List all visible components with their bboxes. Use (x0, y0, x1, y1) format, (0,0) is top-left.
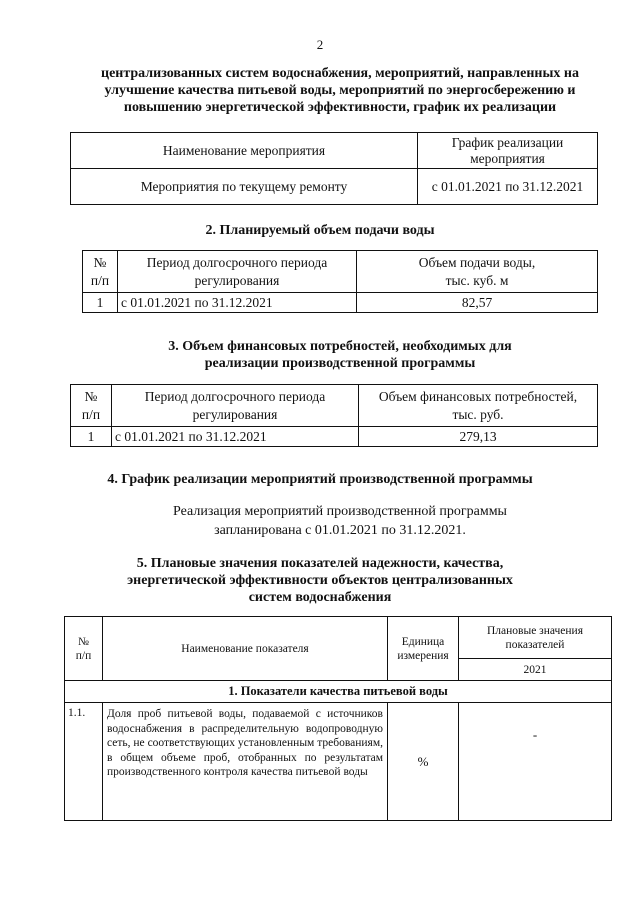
header-year: 2021 (459, 659, 612, 681)
row-num: 1 (83, 293, 118, 313)
measure-schedule: с 01.01.2021 по 31.12.2021 (418, 169, 598, 205)
row-period: с 01.01.2021 по 31.12.2021 (112, 427, 359, 447)
header-volume: Объем подачи воды, тыс. куб. м (357, 251, 598, 293)
table-header-row (71, 385, 598, 427)
intro-line: централизованных систем водоснабжения, мероприятий, направленных на (101, 66, 579, 81)
header-num: № п/п (65, 617, 103, 681)
header-period: Период долгосрочного периода регулирования (118, 251, 357, 293)
table-row (65, 703, 612, 821)
group-title: 1. Показатели качества питьевой воды (65, 681, 612, 703)
row-period: с 01.01.2021 по 31.12.2021 (118, 293, 357, 313)
table-group-row (65, 681, 612, 703)
row-plan-value: - (459, 703, 612, 821)
section4-text: Реализация мероприятий производственной программы запланирована с 01.01.2021 по 31.12.2021. (173, 504, 507, 538)
table-header-row (71, 133, 598, 169)
row-num: 1 (71, 427, 112, 447)
water-volume-table (82, 250, 598, 313)
section3-title: 3. Объем финансовых потребностей, необходимых для реализации производственной программы (168, 339, 512, 371)
header-period: Период долгосрочного периода регулирования (112, 385, 359, 427)
table-row (71, 427, 598, 447)
header-schedule: График реализации мероприятия (418, 133, 598, 169)
row-num: 1.1. (65, 703, 103, 821)
intro-heading (40, 65, 640, 116)
measures-table (70, 132, 598, 205)
indicators-table (64, 616, 612, 821)
section4-title: 4. График реализации мероприятий производственной программы (107, 472, 533, 487)
row-volume: 82,57 (357, 293, 598, 313)
row-indicator-name: Доля проб питьевой воды, подаваемой с источников водоснабжения в распределительную водопроводную сеть, не соответствующих установленным требованиям, в общем объеме проб, отобранных по результатам производственного контроля качества питьевой воды (103, 703, 388, 821)
table-header-row (65, 617, 612, 659)
header-num: № п/п (83, 251, 118, 293)
row-unit: % (388, 703, 459, 821)
intro-line: повышению энергетической эффективности, график их реализации (123, 100, 557, 115)
financial-needs-table (70, 384, 598, 447)
measure-name: Мероприятия по текущему ремонту (71, 169, 418, 205)
header-finance: Объем финансовых потребностей, тыс. руб. (359, 385, 598, 427)
table-header-row (83, 251, 598, 293)
row-finance: 279,13 (359, 427, 598, 447)
header-unit: Единица измерения (388, 617, 459, 681)
page-number: 2 (316, 37, 324, 52)
header-measure-name: Наименование мероприятия (71, 133, 418, 169)
header-indicator-name: Наименование показателя (103, 617, 388, 681)
intro-line: улучшение качества питьевой воды, мероприятий по энергосбережению и (104, 83, 576, 98)
header-plan-values: Плановые значения показателей (459, 617, 612, 659)
table-row (83, 293, 598, 313)
table-row (71, 169, 598, 205)
section5-title: 5. Плановые значения показателей надежности, качества, энергетической эффективности объектов централизованных систем водоснабжения (127, 556, 513, 605)
section2-title: 2. Планируемый объем подачи воды (205, 223, 435, 238)
header-num: № п/п (71, 385, 112, 427)
